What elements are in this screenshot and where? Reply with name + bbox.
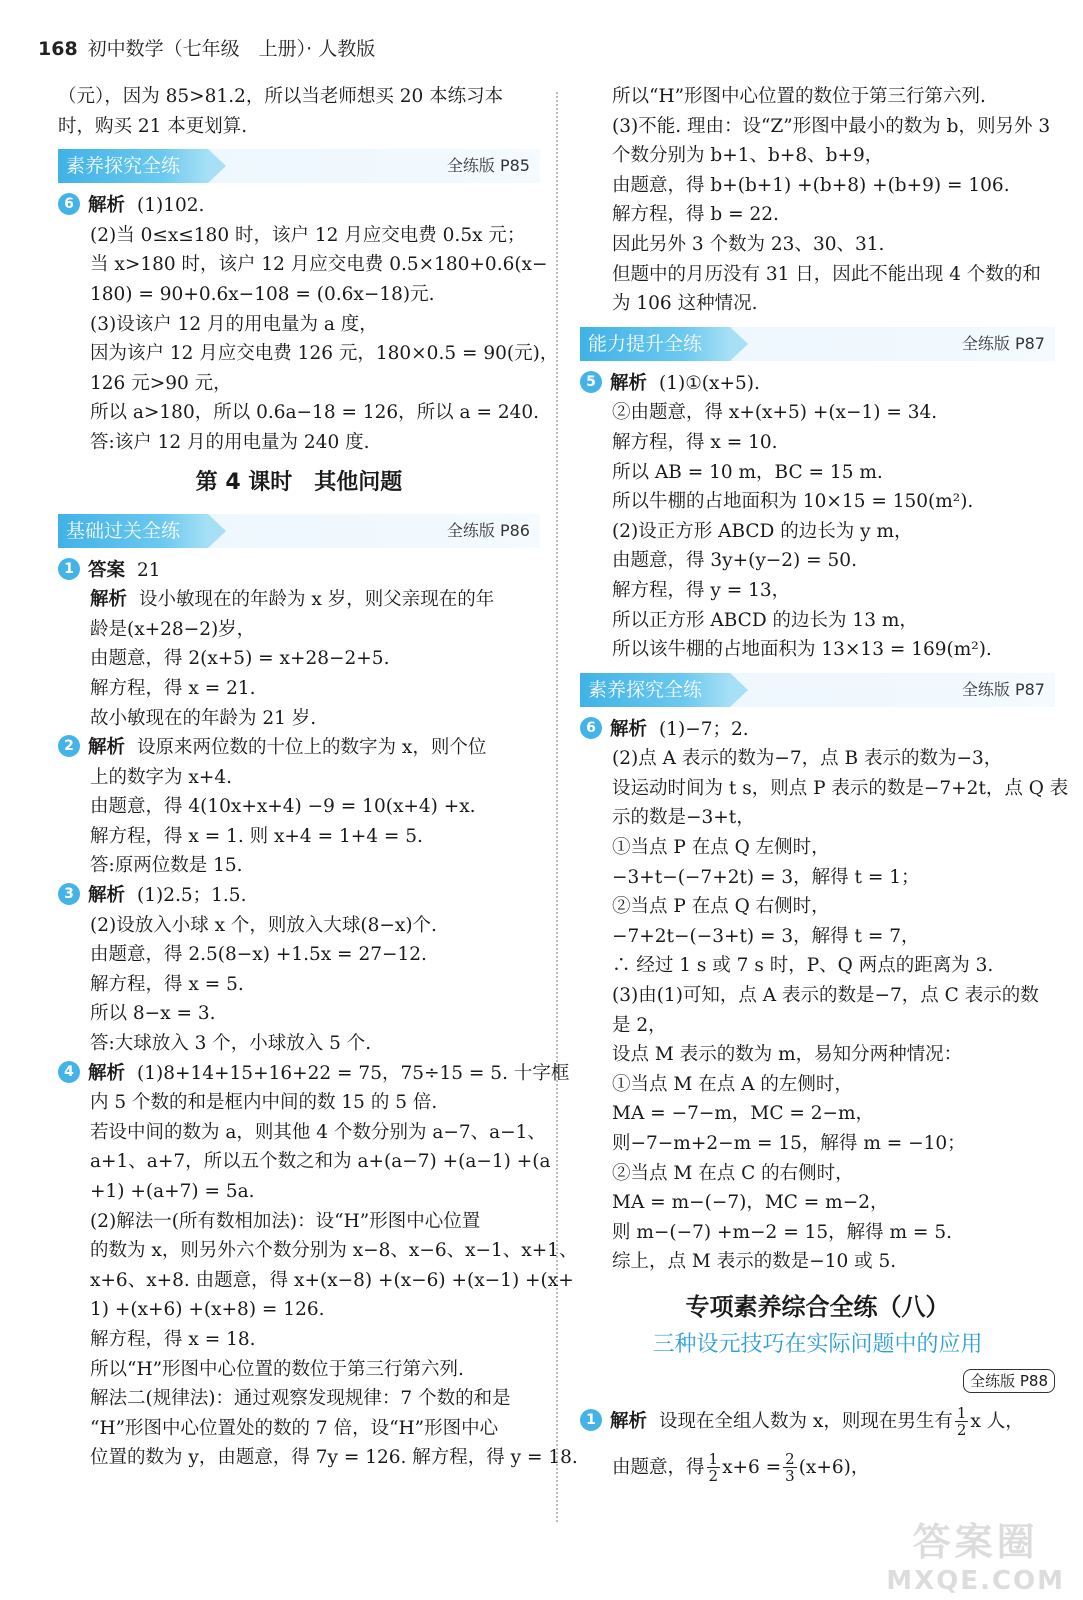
answer-keyword: 解析	[610, 1410, 648, 1432]
page-number: 168	[38, 38, 78, 60]
fraction-denominator: 2	[708, 1467, 719, 1486]
text-line: 解方程，得 x = 5.	[90, 973, 244, 995]
text-line: (1)2.5；1.5.	[137, 885, 247, 907]
text-span: x 人，	[970, 1410, 1024, 1432]
fraction	[707, 1451, 721, 1484]
answer-keyword: 解析	[88, 195, 126, 217]
text-line: 位置的数为 y，由题意，得 7y = 126. 解方程，得 y = 18.	[90, 1447, 578, 1469]
text-line: 设运动时间为 t s，则点 P 表示的数是−7+2t，点 Q 表	[612, 777, 1069, 799]
fraction-numerator: 2	[785, 1450, 795, 1469]
question-number-badge: 6	[580, 717, 602, 739]
column-divider	[556, 92, 558, 1522]
text-line: 设原来两位数的十位上的数字为 x，则个位	[137, 737, 487, 759]
text-span: (x+6)，	[798, 1456, 870, 1478]
text-line: ①当点 M 在点 A 的左侧时，	[612, 1073, 853, 1095]
text-line: 但题中的月历没有 31 日，因此不能出现 4 个数的和	[612, 263, 1041, 285]
question-number-badge: 1	[580, 1409, 602, 1431]
answer-keyword: 解析	[610, 372, 648, 394]
text-line: 则 m−(−7) +m−2 = 15，解得 m = 5.	[612, 1221, 952, 1243]
answer-keyword: 解析	[88, 737, 126, 759]
text-line: 由题意，得 2(x+5) = x+28−2+5.	[90, 648, 390, 670]
text-line: 解方程，得 y = 13，	[612, 579, 791, 601]
text-line: (2)点 A 表示的数为−7，点 B 表示的数为−3，	[612, 748, 1003, 770]
text-line	[58, 585, 540, 615]
text-line: ①当点 P 在点 Q 左侧时，	[612, 837, 830, 859]
text-line: 所以“H”形图中心位置的数位于第三行第六列.	[90, 1358, 464, 1380]
question-2	[58, 733, 540, 763]
text-line: “H”形图中心位置处的数的 7 倍，设“H”形图中心	[90, 1417, 499, 1439]
text-line: (2)设放入小球 x 个，则放入大球(8−x)个.	[90, 914, 437, 936]
text-line: ②当点 M 在点 C 的右侧时，	[612, 1162, 854, 1184]
question-number-badge: 4	[58, 1061, 80, 1083]
text-line: MA = −7−m，MC = 2−m，	[612, 1103, 875, 1125]
text-line: 解法二(规律法)：通过观察发现规律：7 个数的和是	[90, 1388, 511, 1410]
text-line: +1) +(a+7) = 5a.	[90, 1181, 255, 1202]
special-ref-wrap	[580, 1369, 1055, 1393]
fraction-denominator: 3	[785, 1467, 795, 1486]
text-line: x+6、x+8. 由题意，得 x+(x−8) +(x−6) +(x−1) +(x+	[90, 1269, 574, 1291]
text-line: 1) +(x+6) +(x+8) = 126.	[90, 1299, 325, 1321]
text-line: 180) = 90+0.6x−108 = (0.6x−18)元.	[90, 283, 435, 305]
answer-keyword: 解析	[88, 1062, 126, 1084]
banner-label: 素养探究全练	[580, 673, 730, 707]
text-line: 解方程，得 x = 18.	[90, 1328, 256, 1350]
question-3	[58, 881, 540, 911]
text-line: 故小敏现在的年龄为 21 岁.	[90, 707, 317, 729]
section-banner	[580, 673, 1055, 707]
text-line: (1)−7；2.	[659, 718, 749, 740]
text-line: 所以 AB = 10 m，BC = 15 m.	[612, 461, 883, 483]
text-line: (3)不能. 理由：设“Z”形图中最小的数为 b，则另外 3	[612, 115, 1051, 137]
fraction-numerator: 1	[708, 1450, 719, 1469]
left-column	[58, 82, 578, 1473]
watermark-url: MXQE.COM	[886, 1566, 1065, 1596]
text-line: 的数为 x，则另外六个数分别为 x−8、x−6、x−1、x+1、	[90, 1240, 578, 1262]
text-line: (3)由(1)可知，点 A 表示的数是−7，点 C 表示的数	[612, 985, 1039, 1007]
text-line: 由题意，得 3y+(y−2) = 50.	[612, 550, 857, 572]
question-number-badge: 5	[580, 371, 602, 393]
section-banner	[580, 327, 1055, 361]
text-line: 由题意，得 2.5(8−x) +1.5x = 27−12.	[90, 944, 427, 966]
text-line: 龄是(x+28−2)岁，	[90, 618, 256, 640]
banner-label: 基础过关全练	[58, 514, 208, 548]
text-line: ②由题意，得 x+(x+5) +(x−1) = 34.	[612, 402, 938, 424]
question-number-badge: 1	[58, 558, 80, 580]
text-line: ∴ 经过 1 s 或 7 s 时，P、Q 两点的距离为 3.	[612, 955, 994, 977]
text-line: 因为该户 12 月应交电费 126 元，180×0.5 = 90(元)，	[90, 343, 559, 365]
text-line: 若设中间的数为 a，则其他 4 个数分别为 a−7、a−1、	[90, 1121, 546, 1143]
text-line: 当 x>180 时，该户 12 月应交电费 0.5×180+0.6(x−	[90, 254, 548, 276]
text-line: 21	[137, 559, 161, 581]
text-line: 126 元>90 元，	[90, 372, 232, 394]
text-line: (2)解法一(所有数相加法)：设“H”形图中心位置	[90, 1210, 481, 1232]
answer-keyword: 解析	[88, 885, 126, 907]
banner-ref: 全练版 P87	[961, 333, 1045, 353]
text-line: (1)8+14+15+16+22 = 75，75÷15 = 5. 十字框	[137, 1062, 570, 1084]
text-line: (1)102.	[137, 195, 205, 217]
text-line: 所以“H”形图中心位置的数位于第三行第六列.	[612, 86, 986, 107]
fraction-numerator: 1	[956, 1404, 967, 1423]
text-line: 答:大球放入 3 个，小球放入 5 个.	[90, 1033, 372, 1055]
page-header	[38, 34, 375, 62]
text-line: (2)当 0≤x≤180 时，该户 12 月应交电费 0.5x 元；	[90, 224, 526, 246]
text-line: −3+t−(−7+2t) = 3，解得 t = 1；	[612, 866, 920, 888]
text-line: 是 2，	[612, 1014, 667, 1036]
text-span: 设小敏现在的年龄为 x 岁，则父亲现在的年	[139, 589, 495, 611]
section-banner	[58, 149, 540, 183]
text-line: MA = m−(−7)，MC = m−2，	[612, 1192, 889, 1214]
right-column	[580, 82, 1069, 1491]
answer-keyword: 答案	[88, 559, 126, 581]
text-line: 示的数是−3+t，	[612, 807, 755, 829]
text-line: (2)设正方形 ABCD 的边长为 y m，	[612, 520, 913, 542]
question-number-badge: 2	[58, 735, 80, 757]
text-line: 所以 8−x = 3.	[90, 1003, 216, 1025]
text-line: 所以牛棚的占地面积为 10×15 = 150(m²).	[612, 491, 974, 513]
text-line: （元），因为 85>81.2，所以当老师想买 20 本练习本	[58, 86, 504, 107]
question-1	[58, 556, 540, 586]
answer-keyword: 解析	[610, 718, 648, 740]
text-line: 设点 M 表示的数为 m，易知分两种情况：	[612, 1044, 963, 1066]
fraction-denominator: 2	[956, 1421, 967, 1440]
banner-ref: 全练版 P87	[961, 679, 1045, 699]
question-number-badge: 6	[58, 193, 80, 215]
lesson-title: 第 4 课时 其他问题	[195, 469, 403, 495]
text-line: 所以该牛棚的占地面积为 13×13 = 169(m²).	[612, 639, 992, 661]
text-line: 所以正方形 ABCD 的边长为 13 m，	[612, 609, 918, 631]
analysis-keyword: 解析	[90, 589, 128, 611]
special-section-title: 专项素养综合全练（八）	[685, 1292, 950, 1321]
text-line: 由题意，得 4(10x+x+4) −9 = 10(x+4) +x.	[90, 796, 476, 818]
banner-ref: 全练版 P85	[446, 156, 530, 176]
banner-label: 能力提升全练	[580, 327, 730, 361]
text-line: 解方程，得 b = 22.	[612, 204, 779, 226]
text-line: 解方程，得 x = 21.	[90, 677, 256, 699]
text-line: 为 106 这种情况.	[612, 293, 758, 315]
watermark-logo	[886, 1511, 1065, 1596]
text-line: 内 5 个数的和是框内中间的数 15 的 5 倍.	[90, 1092, 438, 1114]
special-ref-box: 全练版 P88	[963, 1369, 1055, 1393]
text-line	[580, 1445, 1055, 1491]
special-question-1	[580, 1399, 1055, 1445]
text-line: 所以 a>180，所以 0.6a−18 = 126，所以 a = 240.	[90, 402, 540, 424]
banner-label: 素养探究全练	[58, 149, 208, 183]
text-line: 时，购买 21 本更划算.	[58, 115, 248, 137]
text-line: 解方程，得 x = 10.	[612, 431, 778, 453]
text-line: 因此另外 3 个数为 23、30、31.	[612, 233, 885, 255]
text-line: 上的数字为 x+4.	[90, 766, 232, 788]
watermark-text: 答案圈	[912, 1520, 1039, 1564]
text-line: (1)①(x+5).	[659, 372, 760, 394]
text-span: x+6 =	[722, 1456, 782, 1478]
book-title: 初中数学（七年级 上册）· 人教版	[87, 38, 376, 60]
text-line: a+1、a+7，所以五个数之和为 a+(a−7) +(a−1) +(a	[90, 1151, 551, 1173]
fraction	[783, 1451, 797, 1484]
text-line: 由题意，得 b+(b+1) +(b+8) +(b+9) = 106.	[612, 174, 1010, 196]
text-line: 个数分别为 b+1、b+8、b+9，	[612, 145, 884, 167]
section-banner	[58, 514, 540, 548]
question-6	[58, 191, 540, 221]
special-section-subtitle: 三种设元技巧在实际问题中的应用	[652, 1331, 983, 1357]
text-line: (3)设该户 12 月的用电量为 a 度，	[90, 313, 378, 335]
fraction	[955, 1405, 969, 1438]
text-span: 由题意，得	[612, 1456, 705, 1478]
question-6	[580, 715, 1055, 745]
text-span: 设现在全组人数为 x，则现在男生有	[659, 1410, 953, 1432]
question-4	[58, 1059, 570, 1089]
text-line: 则−7−m+2−m = 15，解得 m = −10；	[612, 1133, 966, 1154]
text-line: 答:原两位数是 15.	[90, 855, 243, 877]
text-line: 综上，点 M 表示的数是−10 或 5.	[612, 1251, 897, 1273]
question-5	[580, 369, 1055, 399]
text-line: −7+2t−(−3+t) = 3，解得 t = 7，	[612, 925, 920, 947]
question-number-badge: 3	[58, 883, 80, 905]
banner-ref: 全练版 P86	[446, 520, 530, 540]
text-line: 解方程，得 x = 1. 则 x+4 = 1+4 = 5.	[90, 825, 423, 847]
text-line: 答:该户 12 月的用电量为 240 度.	[90, 431, 370, 453]
text-line: ②当点 P 在点 Q 右侧时，	[612, 896, 830, 918]
